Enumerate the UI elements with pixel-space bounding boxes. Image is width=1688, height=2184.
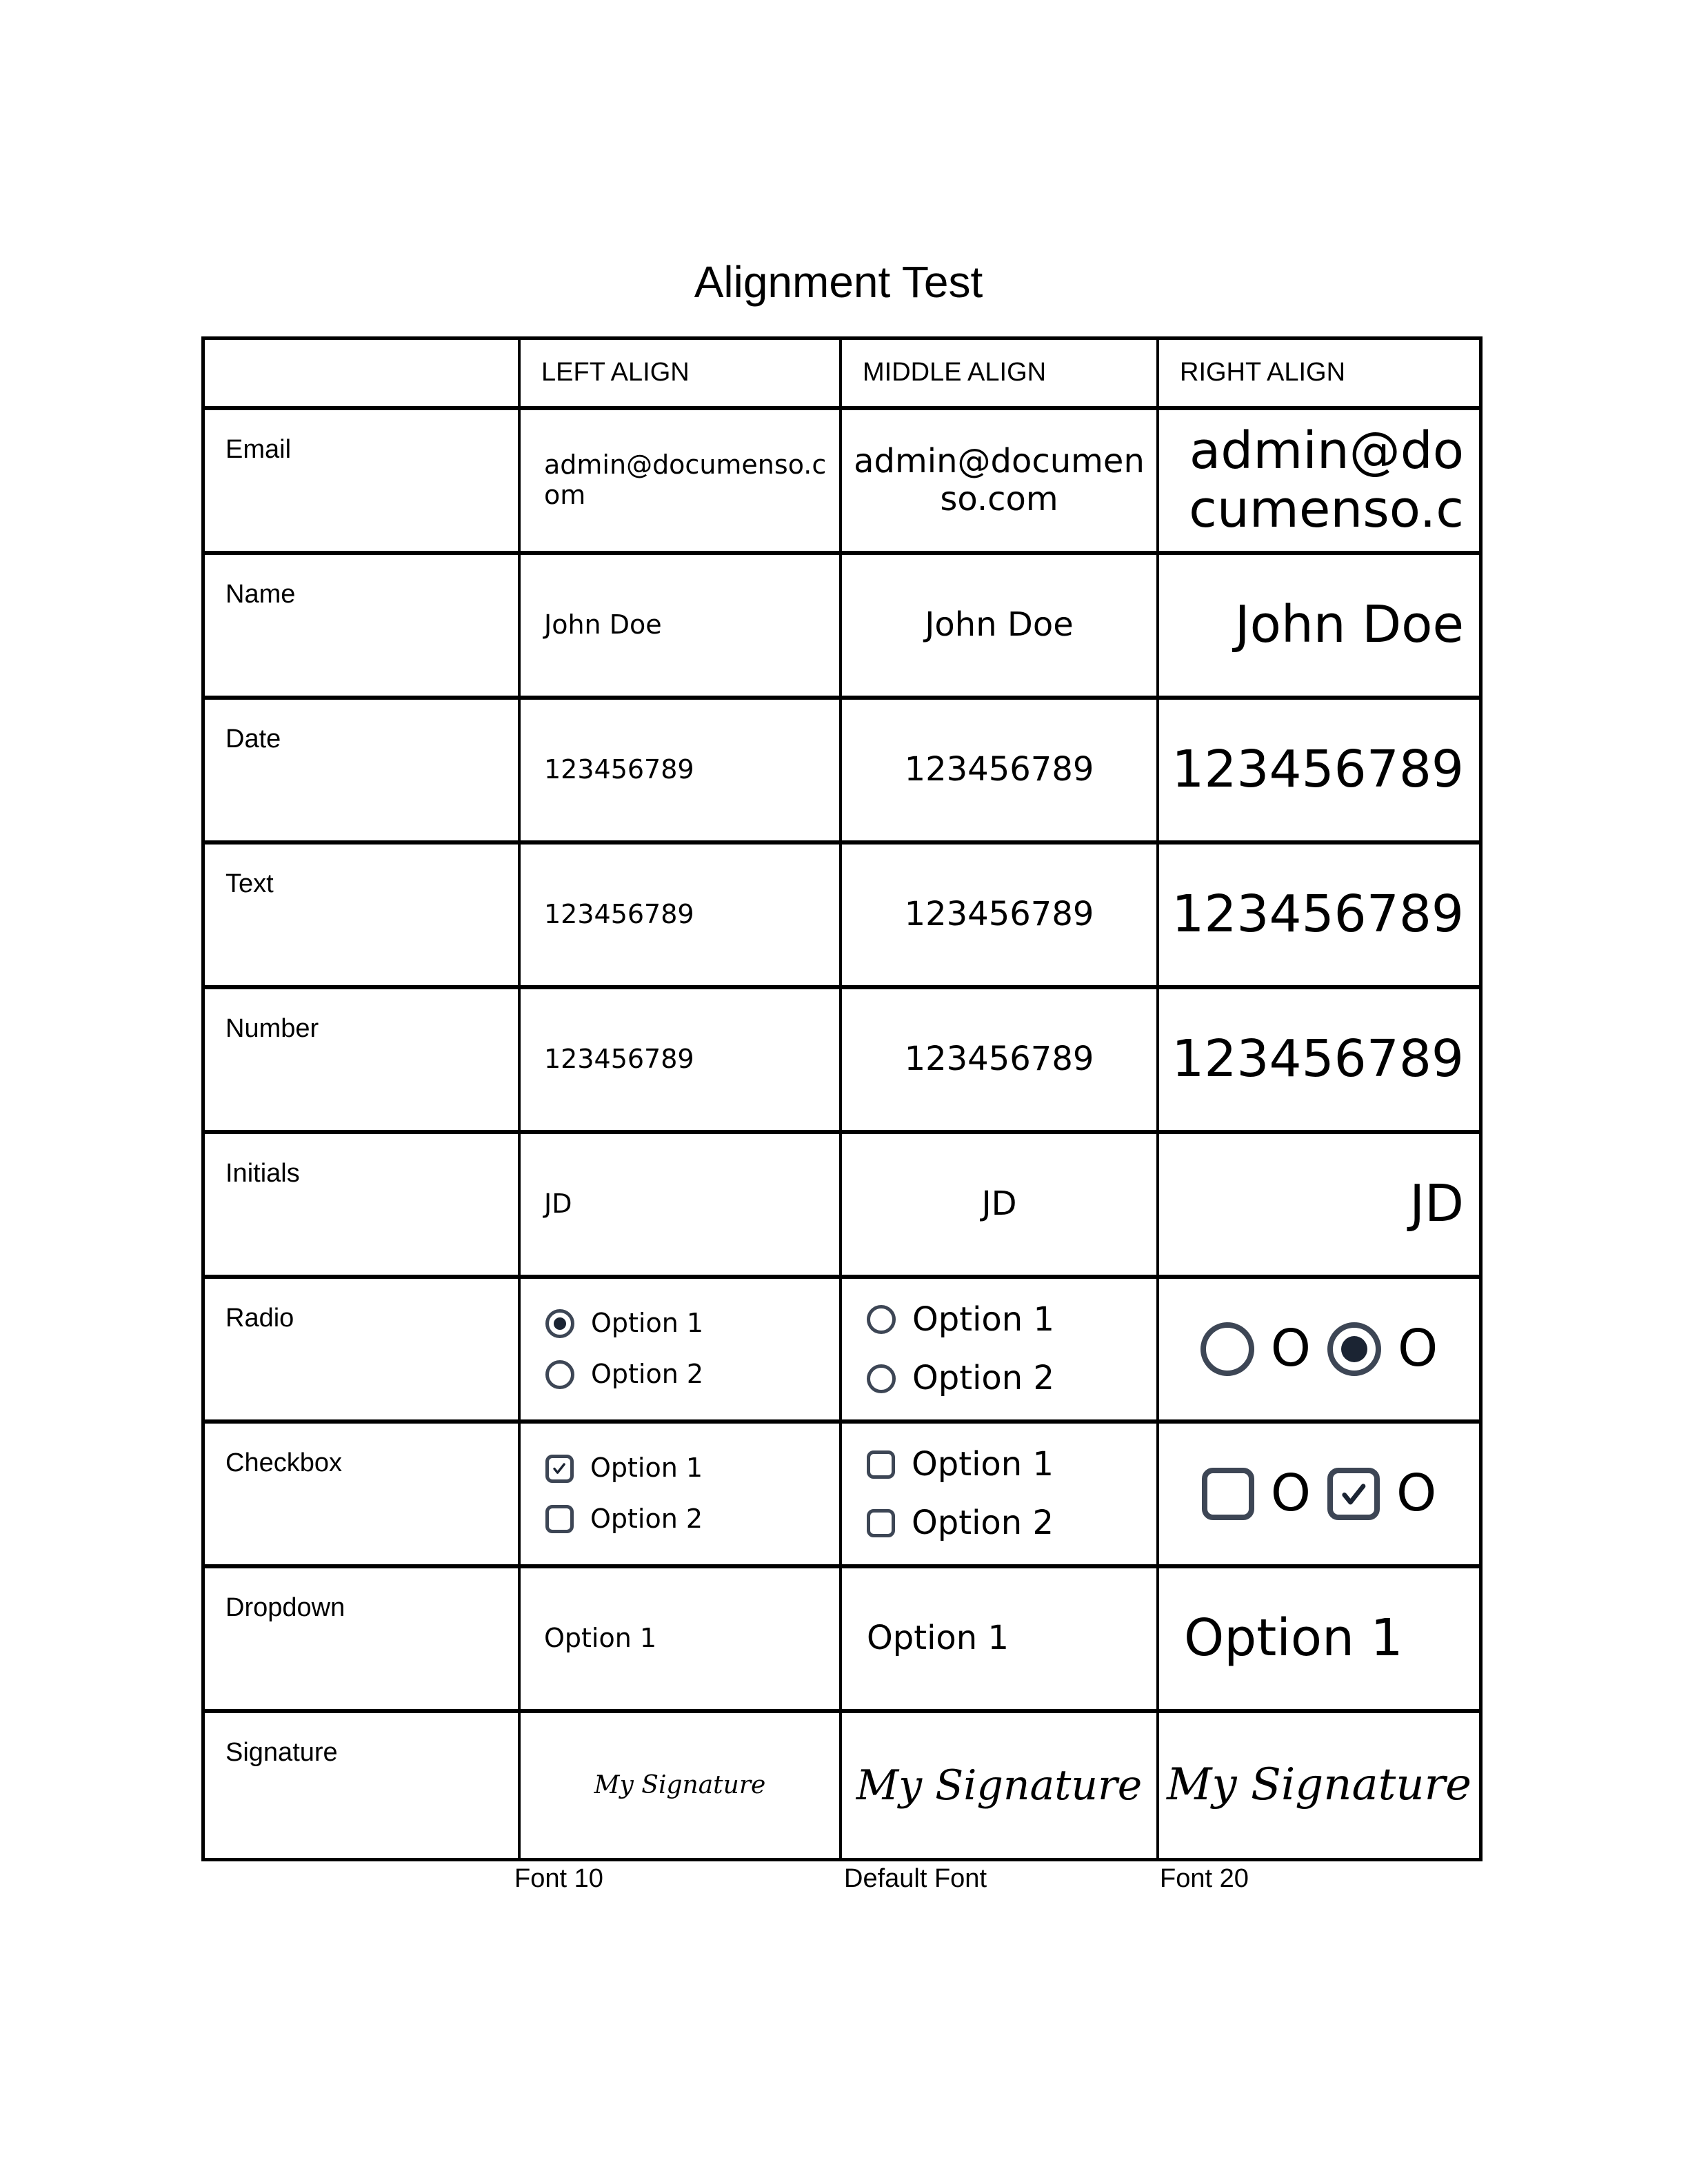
initials-field-right — [1159, 1134, 1479, 1279]
checkbox-group — [545, 1453, 703, 1534]
row-label-radio: Radio — [205, 1279, 521, 1424]
checkbox-field-middle — [842, 1424, 1159, 1568]
header-middle-align: MIDDLE ALIGN — [842, 340, 1159, 410]
initials-field-middle — [842, 1134, 1159, 1279]
checkbox-option-1[interactable] — [545, 1453, 703, 1484]
check-icon — [1338, 1478, 1370, 1510]
date-value: 123456789 — [1172, 740, 1464, 800]
signature-value: My Signature — [856, 1761, 1143, 1810]
radio-option-1[interactable] — [1200, 1320, 1311, 1378]
date-field-right — [1159, 700, 1479, 845]
row-label-number: Number — [205, 989, 521, 1134]
dropdown-field-left[interactable] — [521, 1568, 842, 1713]
text-field-right — [1159, 845, 1479, 989]
checkbox-checked-icon[interactable] — [545, 1455, 574, 1483]
row-label-checkbox: Checkbox — [205, 1424, 521, 1568]
text-value: 123456789 — [904, 895, 1094, 934]
row-label-name: Name — [205, 555, 521, 700]
email-value: admin@documen so.com — [854, 441, 1145, 518]
radio-dot — [554, 1317, 566, 1330]
text-field-middle — [842, 845, 1159, 989]
number-field-middle — [842, 989, 1159, 1134]
row-label-text: Text — [205, 845, 521, 989]
checkbox-option-2[interactable] — [545, 1504, 703, 1535]
radio-field-middle — [842, 1279, 1159, 1424]
radio-option-label: Option 1 — [912, 1300, 1054, 1339]
date-field-middle — [842, 700, 1159, 845]
name-value: John Doe — [1234, 595, 1464, 655]
checkbox-field-right — [1159, 1424, 1479, 1568]
name-value: John Doe — [925, 605, 1074, 645]
number-field-right — [1159, 989, 1479, 1134]
radio-option-label: Option 1 — [591, 1308, 704, 1339]
radio-group — [867, 1301, 1054, 1397]
row-label-signature: Signature — [205, 1713, 521, 1858]
checkbox-field-left — [521, 1424, 842, 1568]
radio-option-label: O — [1398, 1319, 1438, 1379]
name-field-middle — [842, 555, 1159, 700]
checkbox-icon[interactable] — [867, 1509, 895, 1537]
radio-group — [545, 1308, 703, 1389]
email-value: admin@documenso.c om — [544, 449, 827, 510]
date-value: 123456789 — [904, 750, 1094, 789]
dropdown-selected-value: Option 1 — [867, 1619, 1009, 1658]
radio-group — [1200, 1320, 1438, 1378]
radio-option-2[interactable] — [545, 1359, 703, 1390]
radio-option-label: Option 2 — [912, 1359, 1054, 1397]
name-field-left — [521, 555, 842, 700]
number-value: 123456789 — [904, 1040, 1094, 1079]
name-field-right — [1159, 555, 1479, 700]
radio-dot — [1341, 1336, 1367, 1362]
radio-option-label: Option 2 — [591, 1359, 704, 1389]
header-left-align: LEFT ALIGN — [521, 340, 842, 410]
checkbox-option-label: Option 2 — [590, 1504, 703, 1534]
signature-value: My Signature — [1166, 1759, 1472, 1811]
signature-field-right — [1159, 1713, 1479, 1858]
footer-font-20-label: Font 20 — [1160, 1864, 1249, 1893]
checkbox-checked-icon[interactable] — [1327, 1468, 1380, 1520]
row-label-initials: Initials — [205, 1134, 521, 1279]
signature-value: My Signature — [594, 1771, 766, 1800]
checkbox-option-2[interactable] — [1327, 1464, 1436, 1523]
radio-option-1[interactable] — [545, 1308, 703, 1339]
radio-option-2[interactable] — [1327, 1320, 1438, 1378]
footer-default-font-label: Default Font — [844, 1864, 987, 1893]
checkbox-option-label: Option 1 — [912, 1444, 1054, 1484]
radio-icon[interactable] — [867, 1364, 896, 1393]
signature-field-left — [521, 1713, 842, 1858]
radio-field-left — [521, 1279, 842, 1424]
checkbox-icon[interactable] — [545, 1505, 574, 1533]
radio-icon[interactable] — [1200, 1322, 1254, 1376]
radio-icon[interactable] — [545, 1360, 574, 1389]
checkbox-group — [1202, 1464, 1437, 1523]
dropdown-selected-value: Option 1 — [1184, 1608, 1403, 1668]
date-field-left — [521, 700, 842, 845]
checkbox-icon[interactable] — [867, 1450, 895, 1479]
radio-field-right — [1159, 1279, 1479, 1424]
row-label-email: Email — [205, 410, 521, 555]
email-field-middle — [842, 410, 1159, 555]
radio-option-1[interactable] — [867, 1301, 1054, 1339]
checkbox-option-label: O — [1396, 1464, 1437, 1524]
radio-selected-icon[interactable] — [1327, 1322, 1381, 1376]
alignment-table — [201, 336, 1483, 1861]
radio-option-2[interactable] — [867, 1359, 1054, 1397]
initials-value: JD — [981, 1184, 1017, 1224]
radio-icon[interactable] — [867, 1305, 896, 1334]
signature-field-middle — [842, 1713, 1159, 1858]
initials-value: JD — [1409, 1174, 1464, 1234]
number-field-left — [521, 989, 842, 1134]
email-value: admin@do cumenso.c — [1189, 421, 1464, 539]
number-value: 123456789 — [544, 1044, 694, 1075]
number-value: 123456789 — [1172, 1029, 1464, 1089]
dropdown-selected-value: Option 1 — [544, 1623, 657, 1654]
initials-field-left — [521, 1134, 842, 1279]
checkbox-option-1[interactable] — [867, 1446, 1054, 1484]
footer-font-10-label: Font 10 — [514, 1864, 603, 1893]
dropdown-field-right[interactable] — [1159, 1568, 1479, 1713]
email-field-right — [1159, 410, 1479, 555]
check-icon — [551, 1460, 567, 1477]
row-label-date: Date — [205, 700, 521, 845]
dropdown-field-middle[interactable] — [842, 1568, 1159, 1713]
checkbox-option-1[interactable] — [1202, 1464, 1311, 1523]
checkbox-option-label: Option 1 — [590, 1453, 703, 1484]
radio-option-label: O — [1270, 1319, 1311, 1379]
text-value: 123456789 — [1172, 884, 1464, 944]
page-title: Alignment Test — [694, 257, 983, 307]
name-value: John Doe — [544, 609, 662, 640]
email-field-left — [521, 410, 842, 555]
checkbox-icon[interactable] — [1202, 1468, 1254, 1520]
date-value: 123456789 — [544, 754, 694, 785]
initials-value: JD — [544, 1189, 572, 1220]
row-label-dropdown: Dropdown — [205, 1568, 521, 1713]
checkbox-group — [867, 1446, 1054, 1542]
text-value: 123456789 — [544, 899, 694, 930]
header-empty-cell — [205, 340, 521, 410]
checkbox-option-label: O — [1270, 1464, 1311, 1524]
text-field-left — [521, 845, 842, 989]
radio-selected-icon[interactable] — [545, 1309, 574, 1338]
checkbox-option-label: Option 2 — [912, 1504, 1054, 1542]
header-right-align: RIGHT ALIGN — [1159, 340, 1479, 410]
checkbox-option-2[interactable] — [867, 1504, 1054, 1542]
